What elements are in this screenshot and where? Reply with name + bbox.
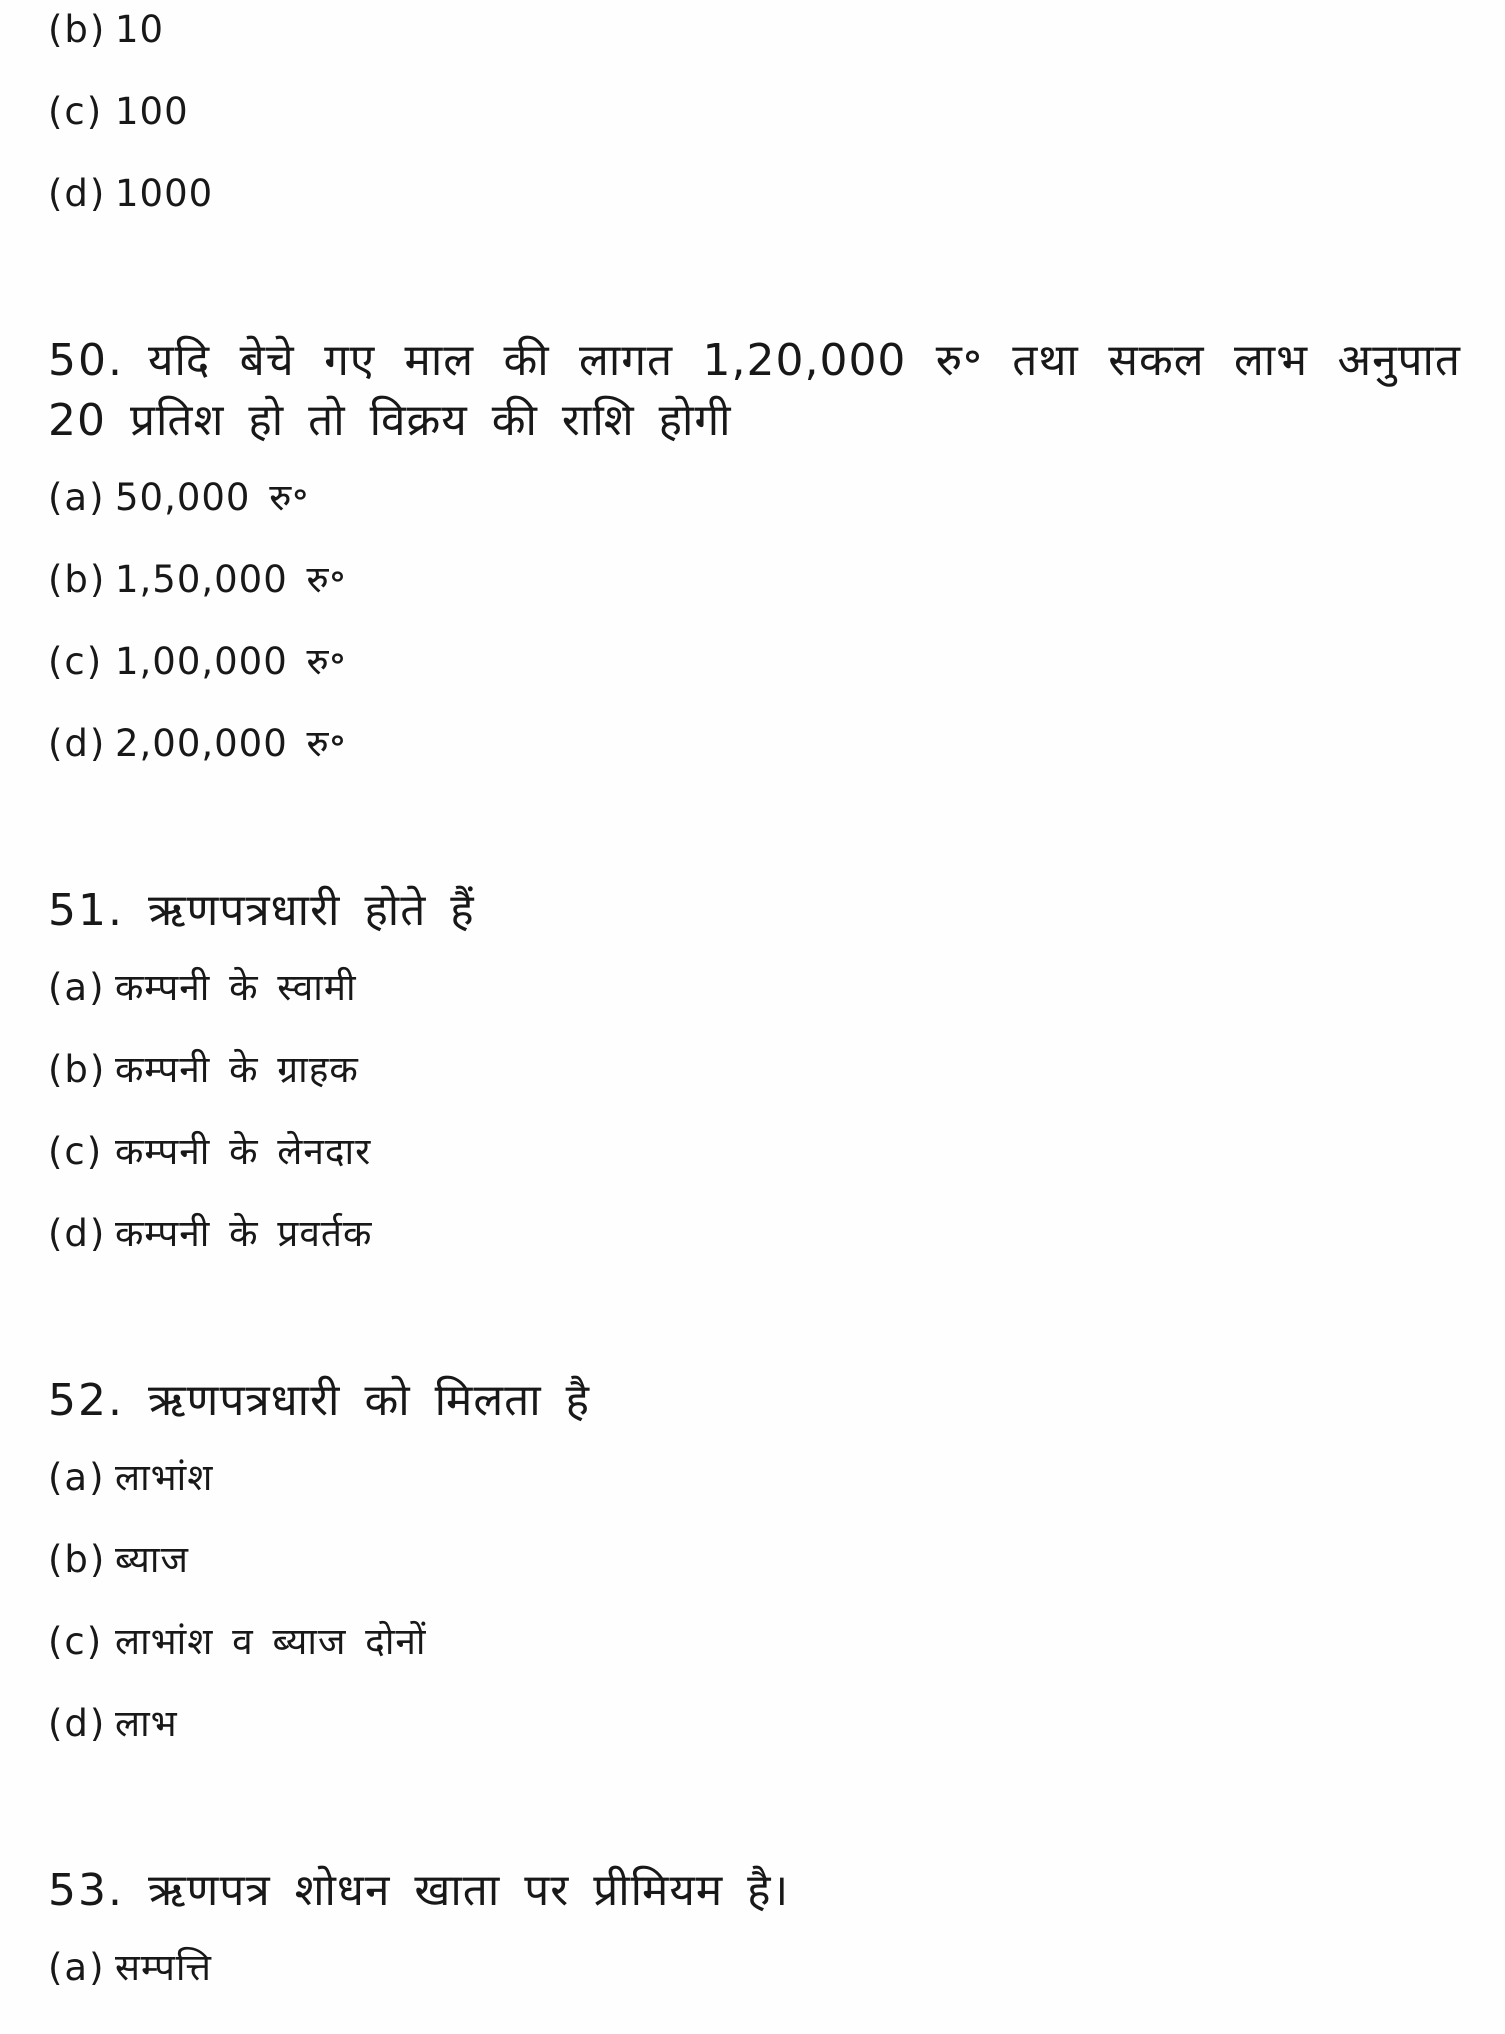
option-row [48,721,1461,767]
option-row [48,1211,1461,1257]
option-text: 1000 [115,172,214,215]
question-text: ऋणपत्रधारी होते हैं [147,885,475,936]
option-label: (a) [48,1456,106,1499]
option-text: कम्पनी के स्वामी [115,966,357,1009]
option-row [48,171,1461,217]
option-text: कम्पनी के ग्राहक [115,1048,359,1091]
option-text: 100 [115,90,189,133]
option-row [48,1129,1461,1175]
option-row [48,965,1461,1011]
option-text: 2,00,000 रु॰ [115,722,347,765]
option-row [48,1619,1461,1665]
option-label: (c) [48,640,104,683]
question-number: 53. [48,1865,124,1916]
option-row [48,1455,1461,1501]
option-text: सम्पत्ति [115,1946,212,1989]
option-label: (d) [48,172,107,215]
option-text: 10 [115,8,165,51]
option-label: (b) [48,558,107,601]
option-label: (c) [48,90,104,133]
option-label: (c) [48,1130,104,1173]
option-label: (d) [48,722,107,765]
option-row [48,1537,1461,1583]
option-label: (a) [48,966,106,1009]
question-50 [48,331,1461,451]
option-label: (a) [48,476,106,519]
question-text: ऋणपत्र शोधन खाता पर प्रीमियम है। [147,1865,790,1916]
option-row [48,1701,1461,1747]
option-text: ब्याज [115,1538,189,1581]
option-label: (b) [48,8,107,51]
option-label: (c) [48,1620,104,1663]
option-text: 1,00,000 रु॰ [115,640,347,683]
question-number: 50. [48,335,124,386]
continued-options-section [48,7,1461,217]
option-row [48,89,1461,135]
question-number: 52. [48,1375,124,1426]
question-52 [48,1371,1461,1431]
option-label: (d) [48,1702,107,1745]
option-row [48,7,1461,53]
option-text: कम्पनी के लेनदार [115,1130,372,1173]
question-text: ऋणपत्रधारी को मिलता है [147,1375,590,1426]
question-text: यदि बेचे गए माल की लागत 1,20,000 रु॰ तथा सकल लाभ अनुपात 20 प्रतिश हो तो विक्रय की राशि होगी [48,335,1461,446]
option-row [48,557,1461,603]
option-text: कम्पनी के प्रवर्तक [115,1212,373,1255]
option-label: (d) [48,1212,107,1255]
option-label: (a) [48,1946,106,1989]
question-number: 51. [48,885,124,936]
option-text: 50,000 रु॰ [115,476,310,519]
option-row [48,1047,1461,1093]
question-53 [48,1861,1461,1921]
option-row [48,475,1461,521]
option-text: 1,50,000 रु॰ [115,558,347,601]
questions-section [48,331,1461,1991]
option-row [48,639,1461,685]
option-text: लाभ [115,1702,178,1745]
option-label: (b) [48,1538,107,1581]
option-row [48,1945,1461,1991]
option-text: लाभांश [115,1456,214,1499]
option-text: लाभांश व ब्याज दोनों [115,1620,427,1663]
option-label: (b) [48,1048,107,1091]
question-51 [48,881,1461,941]
